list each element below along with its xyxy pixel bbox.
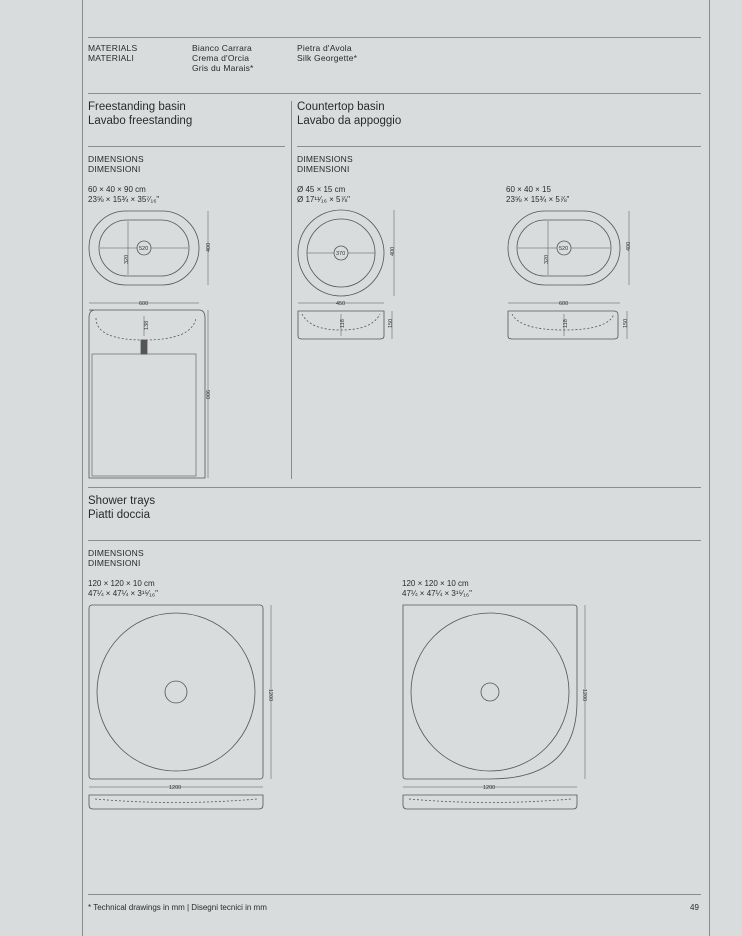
shower-tray-2-outline [403,605,577,779]
fs-label-400: 400 [206,242,212,252]
shower-rule [88,540,701,541]
shower-dimensions-label: DIMENSIONS DIMENSIONI [88,548,144,568]
left-margin-line [82,0,83,936]
oval-basin-outline [508,211,620,285]
freestanding-rule [88,146,285,147]
shower-title: Shower trays Piatti doccia [88,495,156,521]
shower-tray-1-basin [97,613,255,771]
round-basin-size: Ø 45 × 15 cm Ø 17¹¹⁄₁₆ × 5⅞" [297,185,351,204]
rc-label-400: 400 [390,246,396,256]
fs-label-520: 520 [139,246,149,252]
ov-label-150: 150 [623,318,629,328]
shower-tray-1-outline [89,605,263,779]
ov-label-520: 520 [559,246,569,252]
materials-col1: Bianco Carrara Crema d'Orcia Gris du Marais* [192,43,254,73]
freestanding-front-outline [89,310,205,478]
freestanding-title: Freestanding basin Lavabo freestanding [88,101,193,127]
freestanding-size: 60 × 40 × 90 cm 23⅝ × 15¾ × 35⁷⁄₁₆" [88,185,160,204]
freestanding-dimensions-label: DIMENSIONS DIMENSIONI [88,154,144,174]
freestanding-bowl [99,220,189,276]
section-divider [291,101,292,479]
ov-label-600: 600 [559,301,569,307]
rc-label-370: 370 [336,251,346,257]
top-rule [88,37,701,38]
st2-label-width: 1200 [483,785,496,791]
rc-label-150: 150 [388,318,394,328]
fs-label-138: 138 [144,320,150,330]
shower-tray-1-front [89,795,263,809]
materials-rule [88,93,701,94]
st1-label-width: 1200 [169,785,182,791]
footer-note: * Technical drawings in mm | Disegni tecnici in mm [88,903,267,912]
ov-label-320: 320 [544,254,550,264]
shower-tray-2-drain-icon [481,683,499,701]
rc-label-118: 118 [340,319,346,328]
st1-label-side: 1200 [267,689,273,702]
materials-label: MATERIALS MATERIALI [88,43,138,63]
shower-tray-2-front [403,795,577,809]
countertop-dimensions-label: DIMENSIONS DIMENSIONI [297,154,353,174]
shower-tray-1-size: 120 × 120 × 10 cm 47¼ × 47¼ × 3¹⁵⁄₁₆" [88,579,158,598]
oval-basin-front [508,311,618,339]
shower-tray-2-size: 120 × 120 × 10 cm 47¼ × 47¼ × 3¹⁵⁄₁₆" [402,579,472,598]
countertop-title: Countertop basin Lavabo da appoggio [297,101,402,127]
shower-top-rule [88,487,701,488]
round-basin-front [298,311,384,339]
ov-label-400: 400 [626,241,632,251]
oval-basin-size: 60 × 40 × 15 23⅝ × 15¾ × 5⅞" [506,185,570,204]
ov-label-118: 118 [563,319,569,328]
freestanding-outline [89,211,199,285]
round-basin-outline [298,210,384,296]
fs-label-600: 600 [139,301,149,307]
fs-label-900: 900 [204,390,210,400]
shower-tray-1-drain-icon [165,681,187,703]
drain-icon [137,241,151,255]
footer-rule [88,894,701,895]
right-margin-line [709,0,710,936]
round-drain-icon [334,246,348,260]
materials-col2: Pietra d'Avola Silk Georgette* [297,43,358,63]
rc-label-450: 450 [336,301,346,307]
st2-label-side: 1200 [581,689,587,702]
oval-drain-icon [557,241,571,255]
fs-label-320: 320 [124,254,130,264]
page-number: 49 [690,903,699,912]
shower-tray-2-basin [411,613,569,771]
countertop-rule [297,146,701,147]
